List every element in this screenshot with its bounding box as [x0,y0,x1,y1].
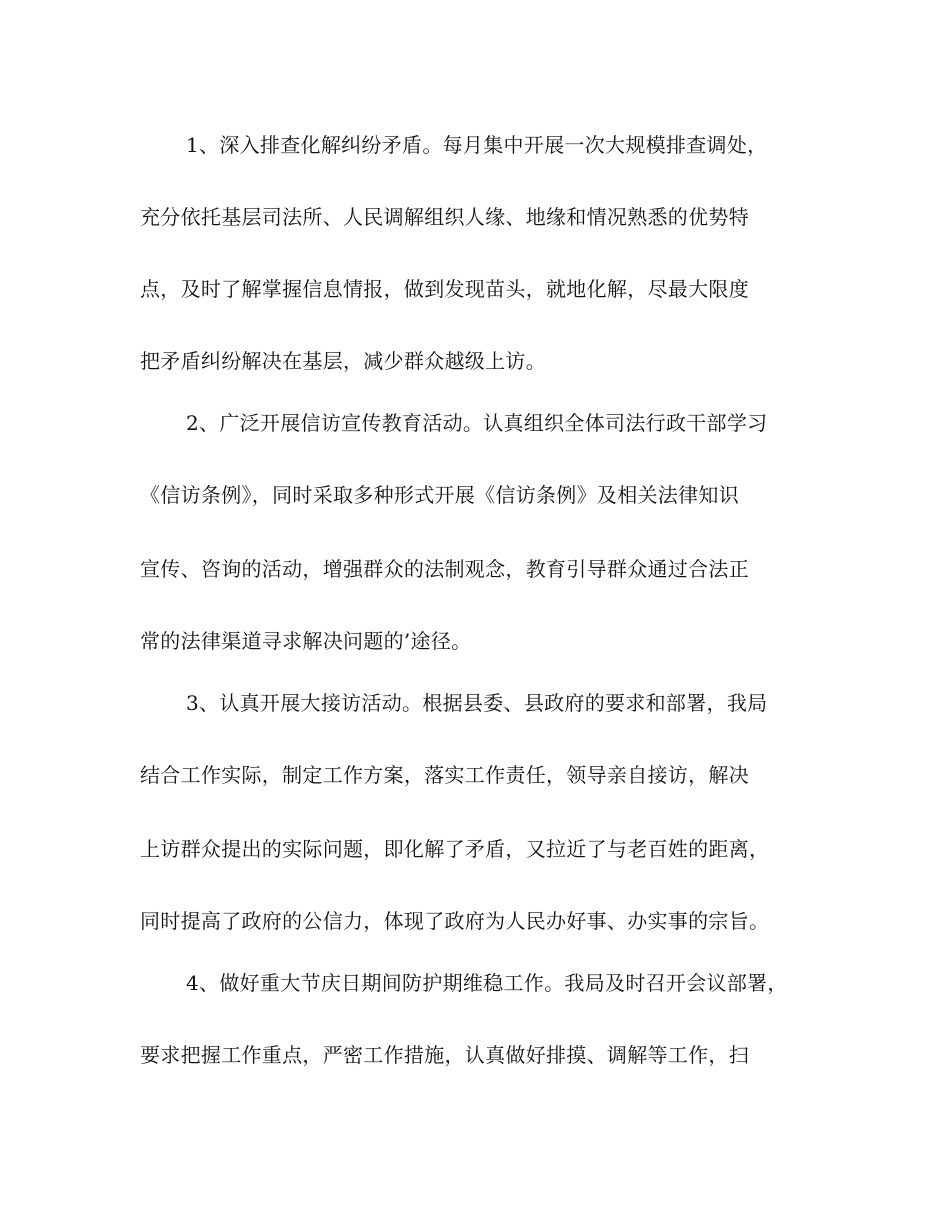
paragraph-1-line-1: 1、深入排查化解纠纷矛盾。每月集中开展一次大规模排查调处， [186,133,768,157]
paragraph-3-line-2: 结合工作实际，制定工作方案，落实工作责任，领导亲自接访，解决 [140,763,749,787]
paragraph-3-line-4: 同时提高了政府的公信力，体现了政府为人民办好事、办实事的宗旨。 [140,909,770,933]
paragraph-2-line-1: 2、广泛开展信访宣传教育活动。认真组织全体司法行政干部学习 [186,411,768,435]
paragraph-3-line-3: 上访群众提出的实际问题，即化解了矛盾，又拉近了与老百姓的距离， [140,837,770,861]
paragraph-1-line-4: 把矛盾纠纷解决在基层，减少群众越级上访。 [140,349,546,373]
paragraph-1-line-3: 点，及时了解掌握信息情报，做到发现苗头，就地化解，尽最大限度 [140,277,749,301]
paragraph-3-line-1: 3、认真开展大接访活动。根据县委、县政府的要求和部署，我局 [186,691,768,715]
paragraph-2-line-3: 宣传、咨询的活动，增强群众的法制观念，教育引导群众通过合法正 [140,557,749,581]
paragraph-2-line-2: 《信访条例》，同时采取多种形式开展《信访条例》及相关法律知识 [140,483,739,507]
paragraph-2-line-4: 常的法律渠道寻求解决问题的’途径。 [140,629,472,653]
paragraph-1-line-2: 充分依托基层司法所、人民调解组织人缘、地缘和情况熟悉的优势特 [140,205,749,229]
paragraph-4-line-1: 4、做好重大节庆日期间防护期维稳工作。我局及时召开会议部署， [186,971,788,995]
paragraph-4-line-2: 要求把握工作重点，严密工作措施，认真做好排摸、调解等工作，扫 [140,1043,749,1067]
